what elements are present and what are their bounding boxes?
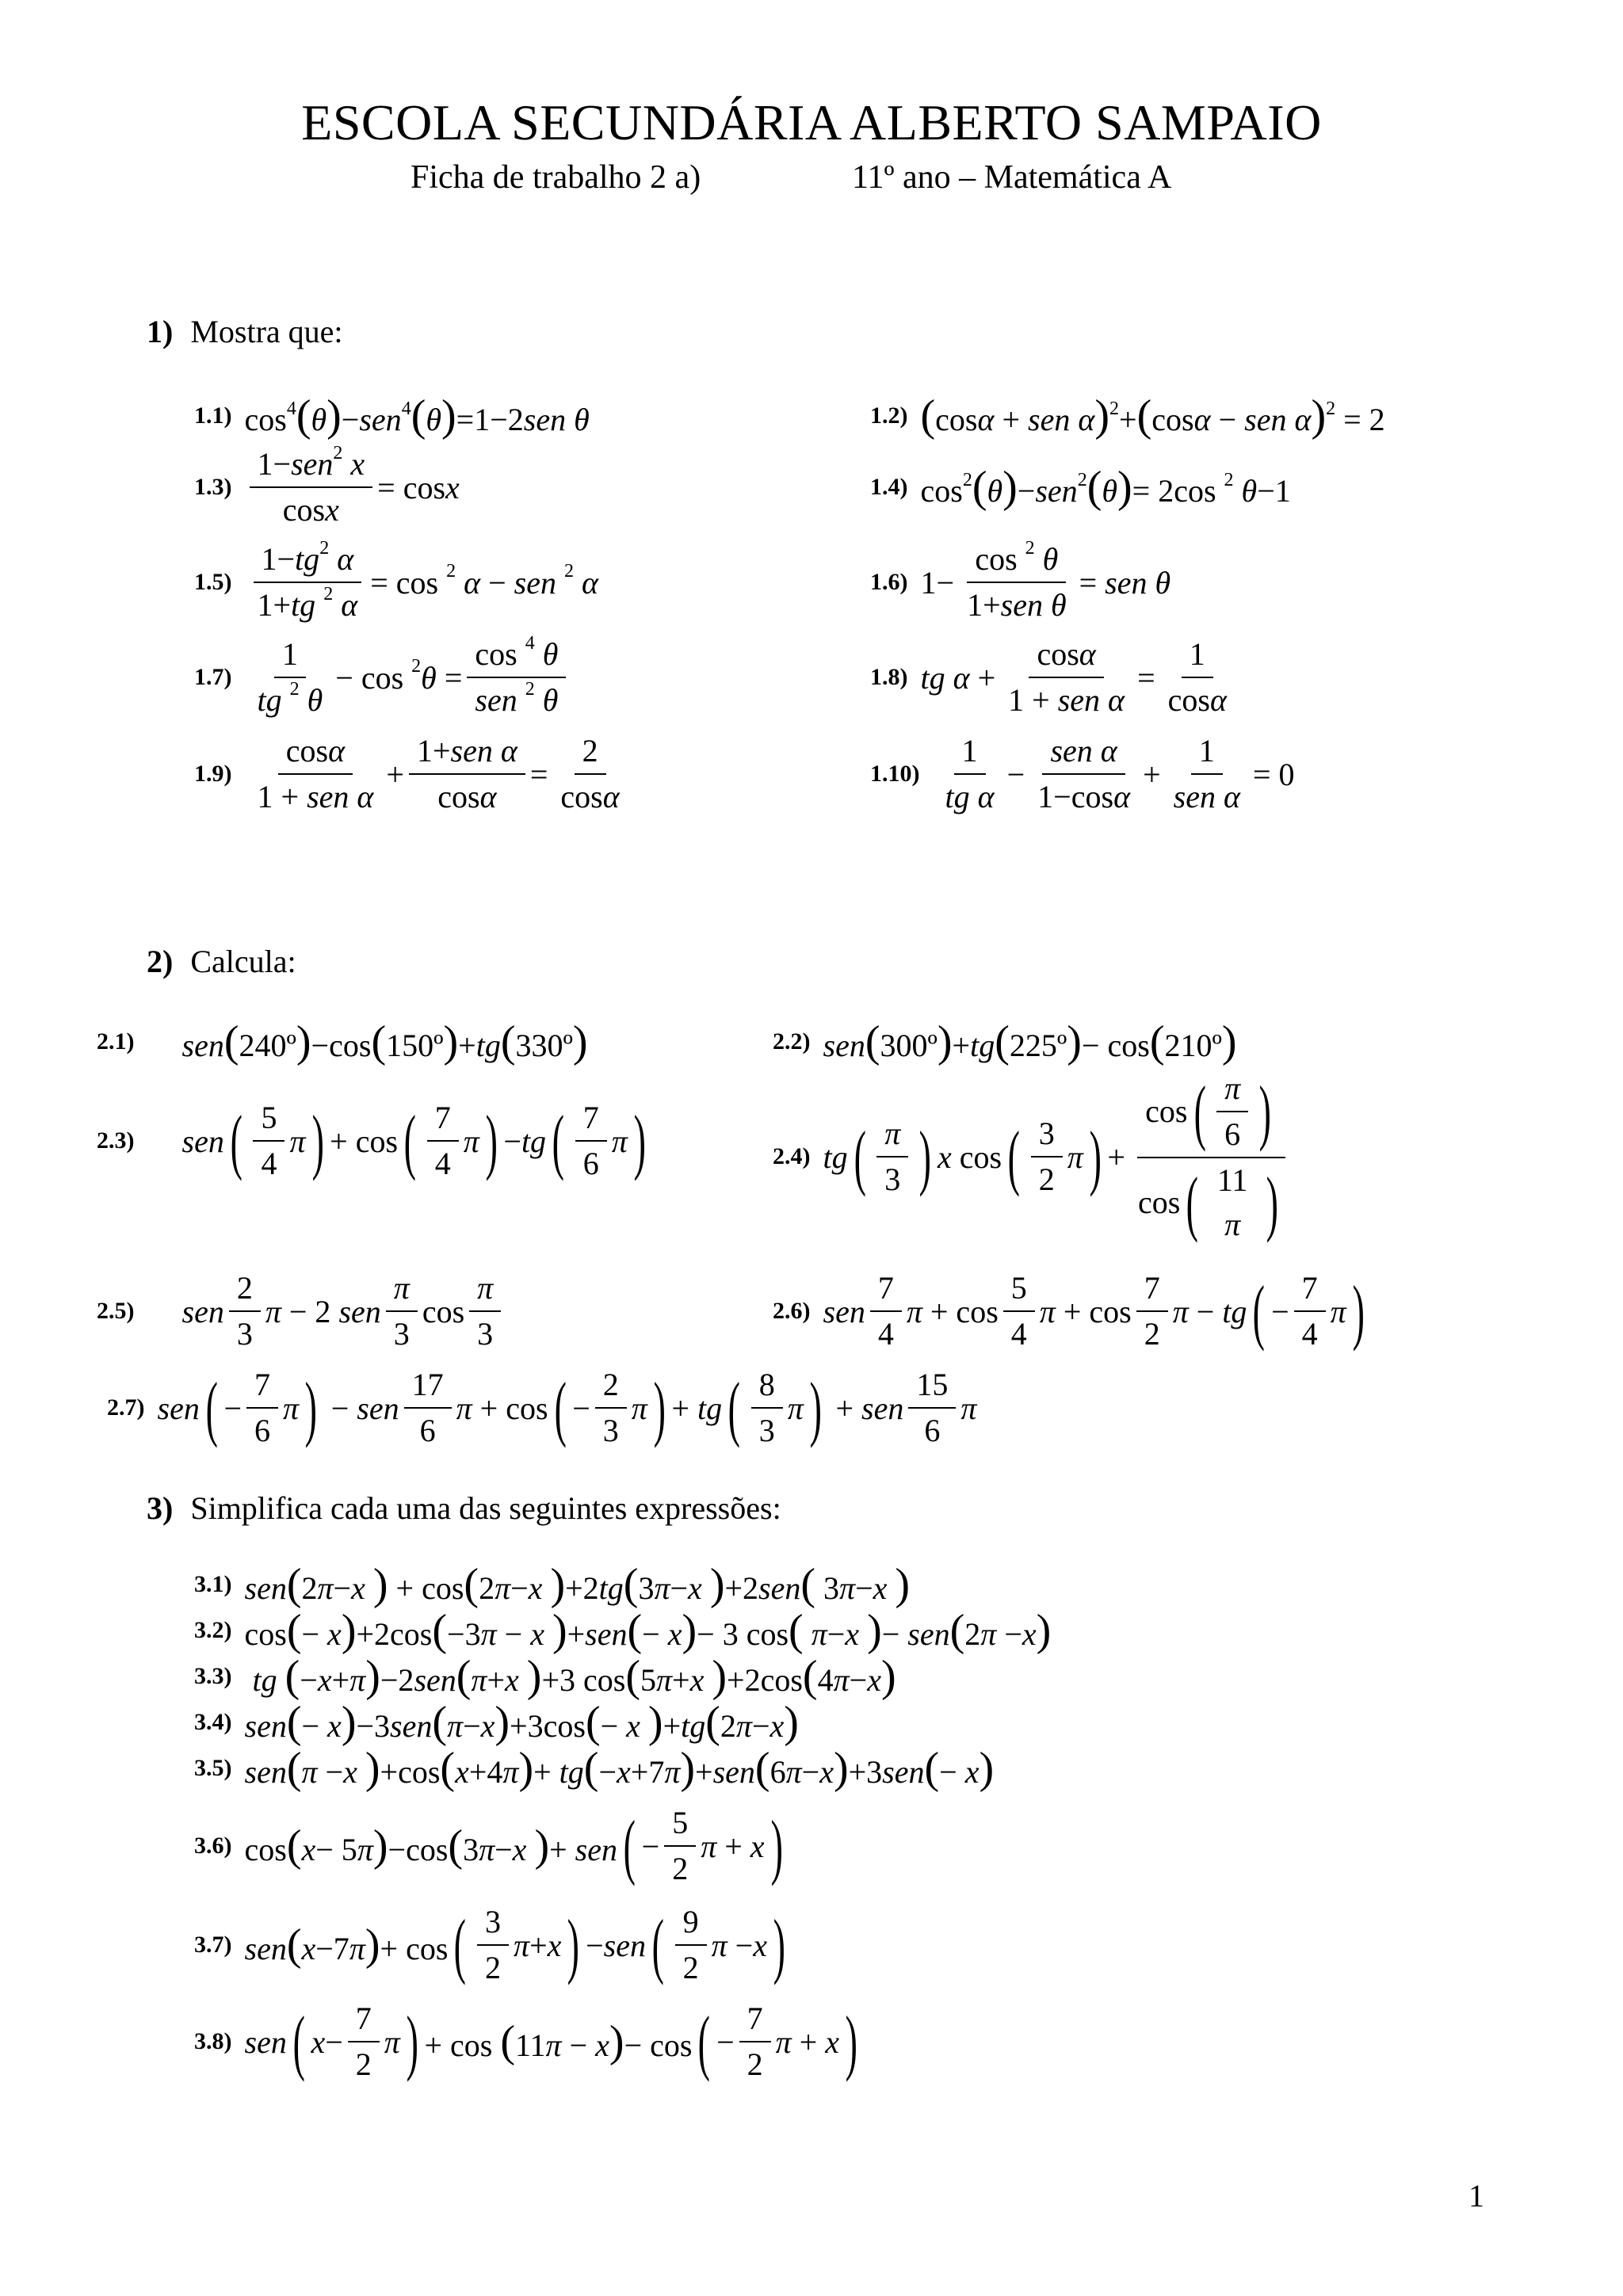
exercise-1-4: 1.4) $\cos^2(\theta)-sen^2(\theta)= 2\cos$ $^2$ θ−1 [870, 463, 1291, 512]
exercise-2-5: 2.5) sen $\frac{2}{3}$ π − 2 sen $\frac{\pi}{3}$ cos $\frac{\pi}{3}$ [97, 1268, 506, 1355]
exercise-label: 3.2) [194, 1617, 232, 1643]
exercise-label: 3.8) [194, 2028, 232, 2054]
exercise-label: 2.2) [773, 1028, 811, 1055]
exercise-label: 3.4) [194, 1709, 232, 1735]
exercise-3-3: 3.3) tg (−x+π)−2sen(π+x )+3 cos(5π+x )+2cos(4π−x) [194, 1652, 896, 1701]
exercise-label: 3.7) [194, 1932, 232, 1958]
exercise-label: 2.1) [97, 1028, 135, 1055]
section-3-heading [147, 1489, 781, 1527]
exercise-label: 3.5) [194, 1755, 232, 1781]
exercise-label: 1.3) [194, 474, 232, 500]
exercise-label: 1.5) [194, 569, 232, 595]
exercise-2-3: 2.3) sen ( $\frac{5}{4}$ π ) + cos ( $\frac{7}{4}$ π ) −tg ( $\frac{7}{6}$ π ) [97, 1100, 646, 1181]
section-1-heading [147, 313, 343, 350]
grade-subject: 11º ano – Matemática A [852, 159, 1172, 196]
exercise-label: 1.1) [194, 402, 232, 429]
exercise-label: 1.6) [870, 569, 908, 595]
exercise-label: 3.3) [194, 1663, 232, 1689]
exercise-1-9: 1.9) $\frac{\cos\alpha}{\text{1 + sen α}}$ + $\frac{\text{1+sen α}}{\cos\alpha}$ = $\frac{2}{\cos\alpha}$ [194, 733, 620, 814]
exercise-label: 1.8) [870, 664, 908, 690]
exercise-3-8: 3.8) sen ( x− $\frac{7}{2}$ π ) + cos (11π − x)− cos ( − $\frac{7}{2}$ π + x ) [194, 2000, 858, 2082]
exercise-1-1: 1.1) $\cos^4(\theta)-sen^4(\theta)=1-2sen$ θ [194, 391, 590, 441]
worksheet-title: Ficha de trabalho 2 a) [411, 159, 701, 196]
exercise-label: 2.5) [97, 1298, 135, 1324]
exercise-1-8: 1.8) tg α + $\frac{\cos\alpha}{\text{1 + sen α}}$ = $\frac{1}{\cos\alpha}$ [870, 636, 1227, 718]
exercise-label: 2.4) [773, 1143, 811, 1169]
exercise-label: 1.2) [870, 402, 908, 429]
exercise-3-7: 3.7) sen(x−7π)+ cos ( $\frac{3}{2}$ π +x ) −sen ( $\frac{9}{2}$ π −x ) [194, 1904, 785, 1985]
page-number: 1 [1468, 2178, 1484, 2214]
exercise-label: 2.7) [107, 1394, 145, 1421]
school-title: ESCOLA SECUNDÁRIA ALBERTO SAMPAIO [301, 94, 1322, 151]
exercise-2-1: 2.1) sen(240º)−cos(150º)+tg(330º) [97, 1017, 588, 1066]
exercise-2-2: 2.2) sen(300º)+tg(225º)− cos(210º) [773, 1017, 1237, 1066]
exercise-2-6: 2.6) sen $\frac{7}{4}$ π + cos $\frac{5}{4}$ π + cos $\frac{7}{2}$ π − tg ( − $\frac{7}{4}$ π ) [773, 1270, 1365, 1352]
exercise-3-1: 3.1) sen(2π−x ) + cos(2π−x )+2tg(3π−x )+2sen( 3π−x ) [194, 1560, 911, 1609]
exercise-label: 2.6) [773, 1298, 811, 1324]
exercise-1-5: 1.5) $\frac{1-tg^2 \alpha}{1+tg ^2 \alpha}$ = cos $^2$ α − sen $^2$ α [194, 537, 598, 623]
section-number: 2) [147, 944, 174, 979]
exercise-3-5: 3.5) sen(π −x )+cos(x+4π)+ tg(−x+7π)+sen(6π−x)+3sen(− x) [194, 1744, 995, 1793]
exercise-label: 1.9) [194, 761, 232, 787]
section-title: Simplifica cada uma das seguintes expressões: [190, 1490, 781, 1526]
exercise-3-4: 3.4) sen(− x)−3sen(π−x)+3cos(− x )+tg(2π−x) [194, 1698, 799, 1747]
exercise-1-6: 1.6) 1− $\frac{\cos ^2 \theta}{\text{1+sen θ}}$ = sen θ [870, 537, 1171, 623]
exercise-2-4: 2.4) tg ( $\frac{\pi}{3}$ ) x cos ( $\frac{3}{2}$ π ) + cos ( $\frac{\pi}{6}$ ) cos ( 11 π ) [773, 1062, 1297, 1252]
exercise-2-7: 2.7) sen ( − $\frac{7}{6}$ π ) − sen $\frac{17}{6}$ π + cos ( − $\frac{2}{3}$ π ) + tg ( $\frac{8}{3}$ π ) + sen $\frac{15}{6}$ π [107, 1367, 977, 1448]
exercise-label: 3.1) [194, 1571, 232, 1597]
section-title: Mostra que: [190, 314, 343, 349]
exercise-label: 2.3) [97, 1127, 135, 1154]
section-title: Calcula: [190, 944, 296, 979]
section-number: 1) [147, 314, 174, 349]
section-number: 3) [147, 1490, 174, 1526]
exercise-1-3: 1.3) $\frac{1-sen^2 x}{\cos x}$ = cosx [194, 442, 460, 528]
section-2-heading [147, 943, 296, 980]
exercise-label: 1.7) [194, 664, 232, 690]
exercise-1-2: 1.2) (cosα + sen α)$^2$+(cosα − sen α)$^2$ = 2 [870, 391, 1385, 441]
exercise-3-2: 3.2) cos(− x)+2cos(−3π − x )+sen(− x)− 3 cos( π−x )− sen(2π −x) [194, 1606, 1052, 1655]
exercise-1-7: 1.7) $\frac{1}{tg ^2 \theta}$ − cos $^2$θ = $\frac{\cos ^4 \theta}{sen ^2 \theta}$ [194, 634, 571, 721]
exercise-label: 1.10) [870, 761, 920, 787]
exercise-label: 3.6) [194, 1833, 232, 1859]
exercise-3-6: 3.6) cos(x− 5π)−cos(3π−x )+ sen ( − $\frac{5}{2}$ π + x ) [194, 1805, 783, 1886]
exercise-label: 1.4) [870, 474, 908, 500]
exercise-1-10: 1.10) $\frac{1}{\text{tg α}}$ − $\frac{\text{sen α}}{1-\cos\alpha}$ + $\frac{1}{\text{sen α}}$ = 0 [870, 733, 1295, 814]
